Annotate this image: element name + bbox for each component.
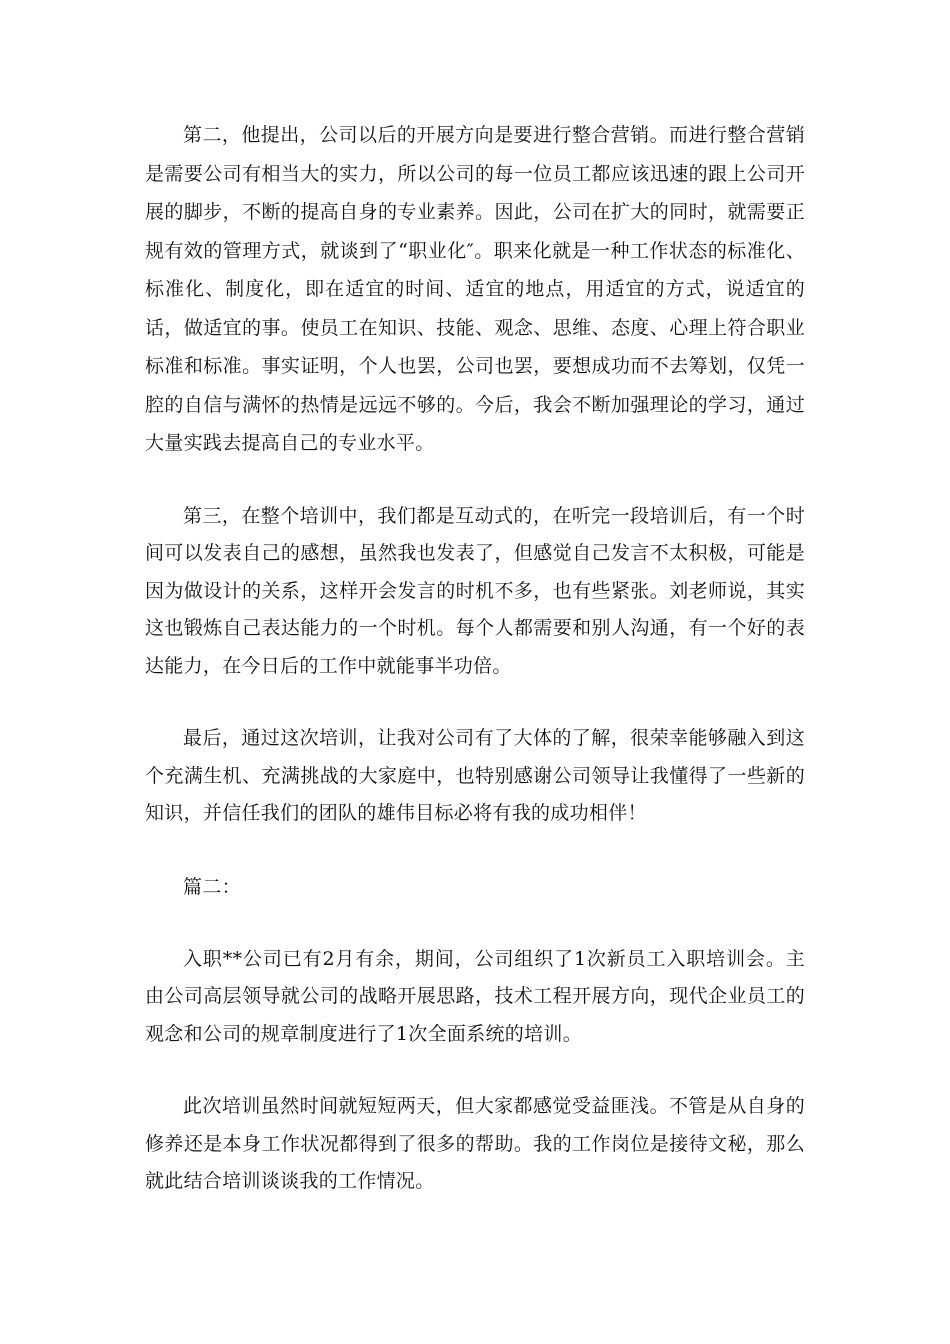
paragraph-gap xyxy=(145,833,805,868)
paragraph-gap xyxy=(145,906,805,941)
paragraph-gap xyxy=(145,463,805,498)
paragraph-training-reflection: 此次培训虽然时间就短短两天，但大家都感觉受益匪浅。不管是从自身的修养还是本身工作状况都得到了很多的帮助。我的工作岗位是接待文秘，那么就此结合培训谈谈我的工作情况。 xyxy=(145,1095,805,1192)
paragraph-conclusion: 最后，通过这次培训，让我对公司有了大体的了解，很荣幸能够融入到这个充满生机、充满挑战的大家庭中，也特别感谢公司领导让我懂得了一些新的知识，并信任我们的团队的雄伟目标必将有我的成功相伴！ xyxy=(145,727,805,824)
document-page xyxy=(145,116,805,1201)
paragraph-gap xyxy=(145,685,805,720)
section-heading-part-two: 篇二： xyxy=(183,875,241,898)
paragraph-gap xyxy=(145,1053,805,1088)
paragraph-second-point: 第二，他提出，公司以后的开展方向是要进行整合营销。而进行整合营销是需要公司有相当大的实力，所以公司的每一位员工都应该迅速的跟上公司开展的脚步，不断的提高自身的专业素养。因此，公司在扩大的同时，就需要正规有效的管理方式，就谈到了“职业化″。职来化就是一种工作状态的标准化、标准化、制度化，即在适宜的时间、适宜的地点，用适宜的方式，说适宜的话，做适宜的事。使员工在知识、技能、观念、思维、态度、心理上符合职业标准和标准。事实证明，个人也罢，公司也罢，要想成功而不去筹划，仅凭一腔的自信与满怀的热情是远远不够的。今后，我会不断加强理论的学习，通过大量实践去提高自己的专业水平。 xyxy=(145,124,805,454)
paragraph-third-point: 第三，在整个培训中，我们都是互动式的，在听完一段培训后，有一个时间可以发表自己的感想，虽然我也发表了，但感觉自己发言不太积极，可能是因为做设计的关系，这样开会发言的时机不多，也有些紧张。刘老师说，其实这也锻炼自己表达能力的一个时机。每个人都需要和别人沟通，有一个好的表达能力，在今日后的工作中就能事半功倍。 xyxy=(145,504,805,677)
paragraph-onboarding-intro: 入职**公司已有2月有余，期间，公司组织了1次新员工入职培训会。主由公司高层领导就公司的战略开展思路，技术工程开展方向，现代企业员工的观念和公司的规章制度进行了1次全面系统的培训。 xyxy=(145,947,805,1045)
